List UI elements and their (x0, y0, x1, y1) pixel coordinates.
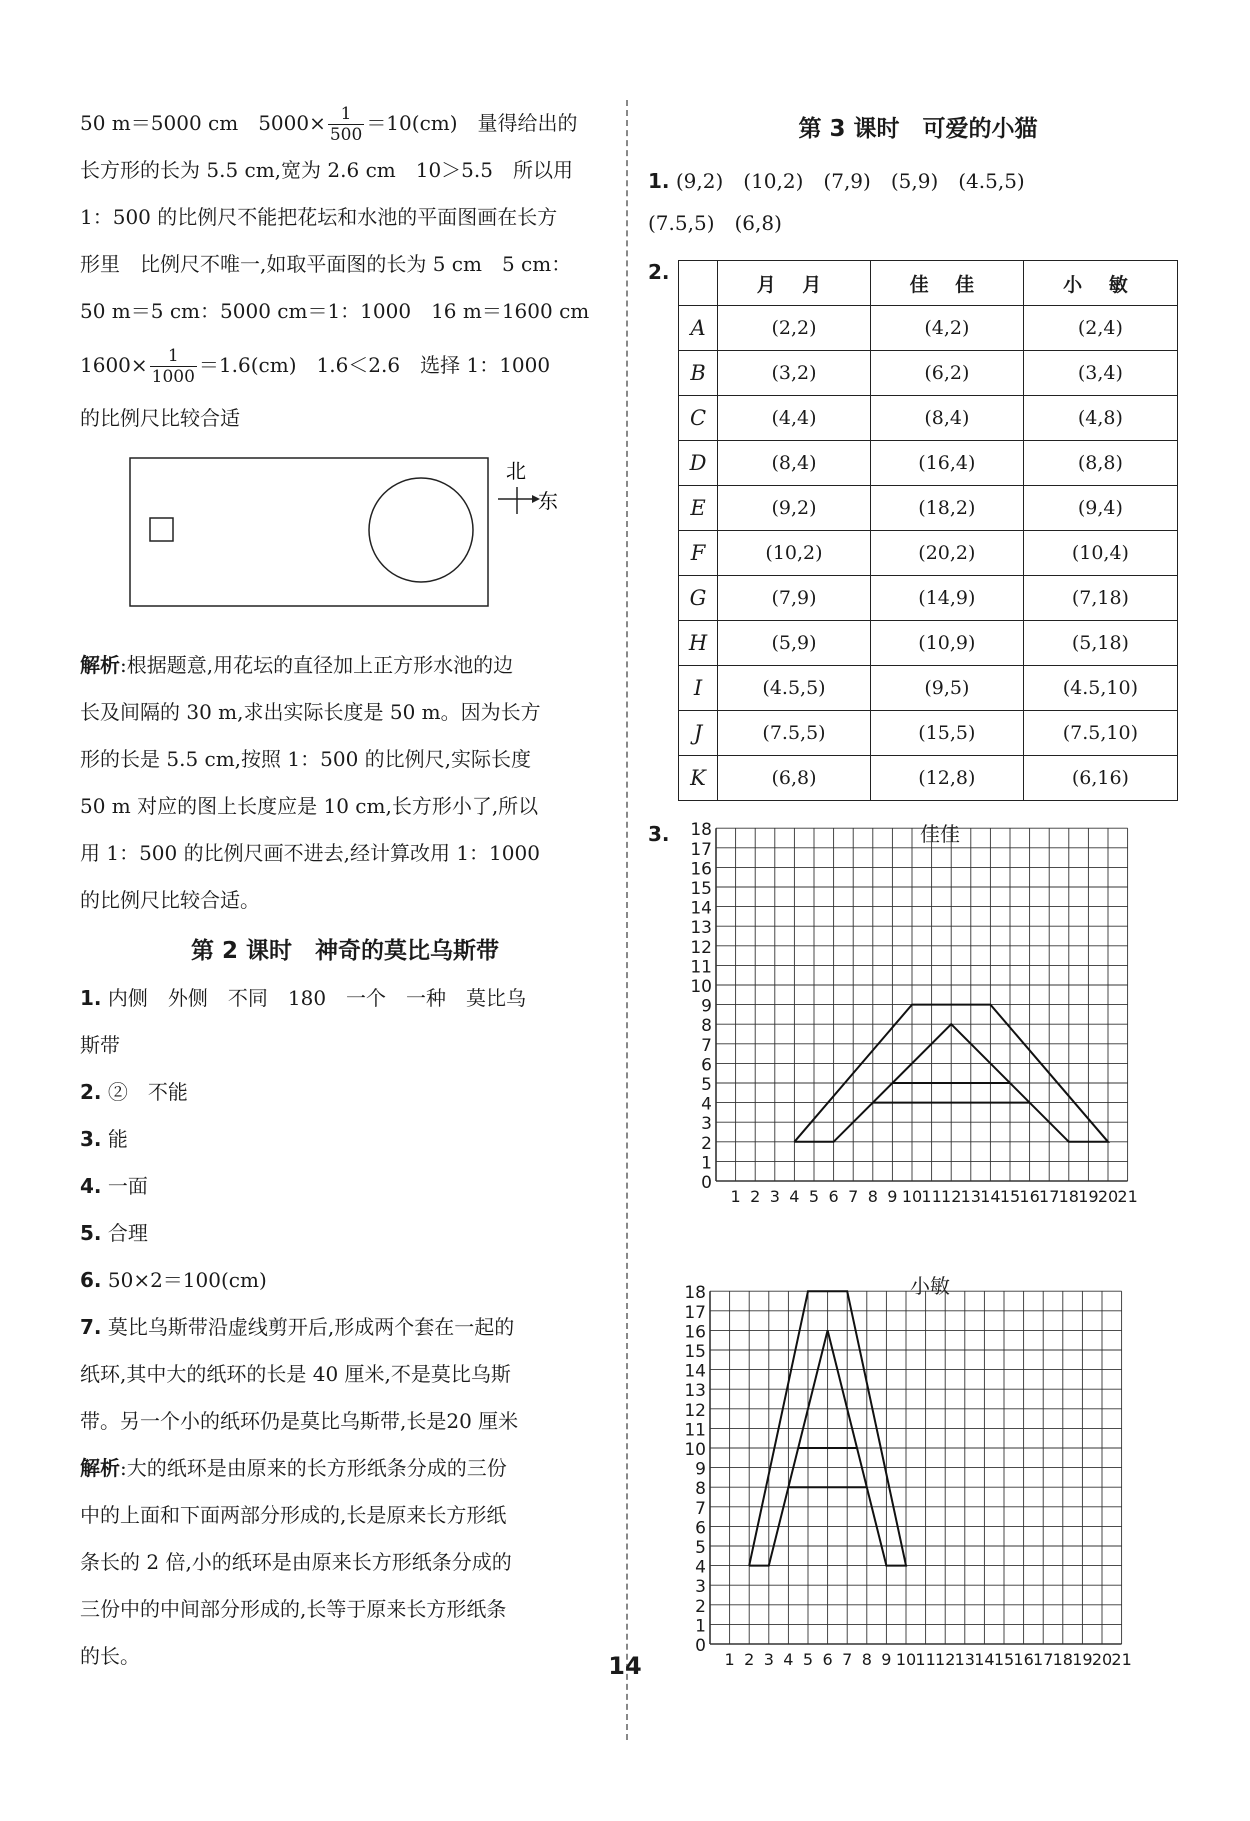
fraction-numerator: 1 (328, 104, 364, 125)
x-tick-label: 11 (915, 1650, 936, 1669)
y-tick-label: 0 (695, 1636, 706, 1656)
table-cell: (14,9) (870, 576, 1023, 621)
table-cell: F (679, 531, 718, 576)
x-tick-label: 17 (1039, 1187, 1060, 1206)
y-tick-label: 15 (690, 879, 712, 899)
table-row (679, 621, 1178, 666)
x-tick-label: 16 (1019, 1187, 1040, 1206)
x-tick-label: 4 (783, 1650, 794, 1669)
x-tick-label: 14 (974, 1650, 995, 1669)
fraction-denominator: 500 (329, 125, 363, 145)
x-tick-label: 10 (895, 1650, 917, 1669)
x-tick-label: 10 (901, 1187, 923, 1206)
table-row (679, 486, 1178, 531)
table-cell: G (679, 576, 718, 621)
text: ＝10(cm) 量得给出的 (366, 111, 578, 135)
y-tick-label: 18 (690, 820, 712, 841)
analysis-line: 条长的 2 倍,小的纸环是由原来长方形纸条分成的 (80, 1550, 512, 1574)
question-number: 7. (80, 1315, 102, 1339)
x-tick-label: 14 (980, 1187, 1001, 1206)
table-cell: (12,8) (870, 756, 1023, 801)
fraction-numerator: 1 (150, 346, 197, 367)
analysis-line: 形的长是 5.5 cm,按照 1：500 的比例尺,实际长度 (80, 747, 532, 771)
table-cell: (16,4) (870, 441, 1023, 486)
x-tick-label: 9 (887, 1187, 898, 1206)
text-line: 的比例尺比较合适 (80, 406, 240, 430)
question-number: 1. (80, 986, 102, 1010)
y-tick-label: 14 (684, 1361, 706, 1382)
table-cell: (9,2) (718, 486, 871, 531)
table-cell: J (679, 711, 718, 756)
pool-square (150, 518, 173, 541)
table-row (679, 396, 1178, 441)
y-tick-label: 8 (701, 1016, 712, 1037)
text-line: 1：500 的比例尺不能把花坛和水池的平面图画在长方 (80, 205, 558, 229)
lesson3-title: 第 3 课时 可爱的小猫 (798, 116, 1038, 142)
y-tick-label: 4 (695, 1557, 706, 1578)
x-tick-label: 7 (842, 1650, 853, 1669)
x-tick-label: 6 (828, 1187, 839, 1206)
answer-line (80, 1304, 610, 1351)
table-cell: (4.5,5) (718, 666, 871, 711)
x-tick-label: 3 (763, 1650, 774, 1669)
x-tick-label: 5 (808, 1187, 820, 1206)
table-cell: (5,18) (1023, 621, 1177, 666)
question-number: 6. (80, 1268, 102, 1292)
x-tick-label: 4 (789, 1187, 800, 1206)
x-tick-label: 7 (848, 1187, 859, 1206)
answer-line (80, 1116, 610, 1163)
left-column (80, 100, 610, 1680)
text-line (80, 100, 610, 147)
x-tick-label: 8 (867, 1187, 878, 1206)
answer-text: 斯带 (80, 1033, 120, 1057)
fraction-denominator: 1000 (151, 367, 195, 387)
x-tick-label: 3 (769, 1187, 780, 1206)
table-cell: (18,2) (870, 486, 1023, 531)
question-number: 3. (80, 1127, 102, 1151)
y-tick-label: 15 (684, 1342, 706, 1362)
plan-drawing (80, 442, 610, 642)
x-tick-label: 8 (861, 1650, 872, 1669)
table-header: 月 月 (718, 261, 871, 306)
x-tick-label: 19 (1072, 1650, 1093, 1669)
x-tick-label: 1 (730, 1187, 741, 1206)
x-tick-label: 9 (881, 1650, 892, 1669)
column-divider (626, 100, 628, 1740)
analysis-line (80, 1445, 610, 1492)
table-cell: (3,2) (718, 351, 871, 396)
text-line: 形里 比例尺不唯一,如取平面图的长为 5 cm 5 cm： (80, 252, 572, 276)
table-cell: (8,8) (1023, 441, 1177, 486)
answer-text: 纸环,其中大的纸环的长是 40 厘米,不是莫比乌斯 (80, 1362, 511, 1386)
answer-line (80, 1022, 610, 1069)
answer-line (80, 1210, 610, 1257)
x-tick-label: 12 (941, 1187, 962, 1206)
table-cell: H (679, 621, 718, 666)
table-row (679, 576, 1178, 621)
answer-text: 一面 (101, 1174, 148, 1198)
table-header (679, 261, 718, 306)
y-tick-label: 6 (695, 1518, 706, 1539)
text-line (80, 335, 610, 395)
x-tick-label: 6 (822, 1650, 833, 1669)
y-tick-label: 13 (684, 1381, 706, 1402)
y-tick-label: 13 (690, 918, 712, 939)
x-tick-label: 13 (960, 1187, 981, 1206)
table-row (679, 306, 1178, 351)
answer-text: 莫比乌斯带沿虚线剪开后,形成两个套在一起的 (101, 1315, 515, 1339)
x-tick-label: 17 (1033, 1650, 1054, 1669)
lesson2-answers (80, 975, 610, 1445)
y-tick-label: 11 (684, 1420, 706, 1441)
right-column (648, 100, 1188, 1700)
y-tick-label: 3 (695, 1577, 706, 1598)
y-tick-label: 8 (695, 1479, 706, 1500)
y-tick-label: 5 (695, 1538, 706, 1558)
q1-block (648, 160, 1188, 244)
y-tick-label: 1 (701, 1153, 712, 1174)
x-tick-label: 20 (1097, 1187, 1119, 1206)
y-tick-label: 16 (684, 1322, 706, 1343)
answer-line (80, 1351, 610, 1398)
y-tick-label: 0 (701, 1173, 712, 1193)
table-row (679, 351, 1178, 396)
table-cell: (8,4) (718, 441, 871, 486)
table-cell: (8,4) (870, 396, 1023, 441)
question-number: 5. (80, 1221, 102, 1245)
table-cell: (7.5,10) (1023, 711, 1177, 756)
y-tick-label: 17 (684, 1302, 706, 1323)
y-tick-label: 14 (690, 898, 712, 919)
y-tick-label: 9 (695, 1459, 706, 1480)
y-tick-label: 10 (690, 977, 712, 997)
text: :大的纸环是由原来的长方形纸条分成的三份 (120, 1456, 507, 1480)
x-tick-label: 5 (802, 1650, 814, 1669)
table-cell: (6,8) (718, 756, 871, 801)
y-tick-label: 12 (690, 937, 712, 958)
analysis-line: 用 1：500 的比例尺画不进去,经计算改用 1：1000 (80, 841, 540, 865)
coordinate-table (678, 260, 1178, 801)
flowerbed-circle (369, 478, 473, 582)
table-cell: E (679, 486, 718, 531)
y-tick-label: 2 (695, 1596, 706, 1617)
analysis-line: 长及间隔的 30 m,求出实际长度是 50 m。因为长方 (80, 700, 541, 724)
x-tick-label: 11 (921, 1187, 942, 1206)
x-tick-label: 2 (750, 1187, 761, 1206)
question-number: 2. (80, 1080, 102, 1104)
compass-east: 东 (538, 489, 558, 513)
y-tick-label: 2 (701, 1133, 712, 1154)
table-header: 小 敏 (1023, 261, 1177, 306)
question-number: 4. (80, 1174, 102, 1198)
table-cell: (7.5,5) (718, 711, 871, 756)
table-cell: (4.5,10) (1023, 666, 1177, 711)
x-tick-label: 12 (935, 1650, 956, 1669)
table-cell: (3,4) (1023, 351, 1177, 396)
table-cell: I (679, 666, 718, 711)
answer-text: (9,2) (10,2) (7,9) (5,9) (4.5,5) (669, 169, 1025, 193)
x-tick-label: 18 (1052, 1650, 1073, 1669)
y-tick-label: 10 (684, 1440, 706, 1460)
plan-figure (80, 442, 610, 642)
answer-line: (7.5,5) (6,8) (648, 211, 782, 235)
answer-line (80, 1257, 610, 1304)
table-cell: (15,5) (870, 711, 1023, 756)
table-cell: (10,4) (1023, 531, 1177, 576)
table-cell: K (679, 756, 718, 801)
answer-text: ② 不能 (101, 1080, 188, 1104)
table-row (679, 531, 1178, 576)
x-tick-label: 15 (999, 1187, 1021, 1206)
table-cell: D (679, 441, 718, 486)
x-tick-label: 21 (1117, 1187, 1138, 1206)
y-tick-label: 3 (701, 1114, 712, 1135)
answer-line (80, 1398, 610, 1445)
x-tick-label: 21 (1111, 1650, 1132, 1669)
fraction (328, 104, 364, 145)
table-cell: (4,8) (1023, 396, 1177, 441)
text-line: 长方形的长为 5.5 cm,宽为 2.6 cm 10＞5.5 所以用 (80, 158, 573, 182)
analysis-line: 的比例尺比较合适。 (80, 888, 260, 912)
x-tick-label: 18 (1058, 1187, 1079, 1206)
y-tick-label: 5 (701, 1075, 712, 1095)
answer-text: 带。另一个小的纸环仍是莫比乌斯带,长是20 厘米 (80, 1409, 519, 1433)
x-tick-label: 2 (744, 1650, 755, 1669)
table-cell: (10,2) (718, 531, 871, 576)
table-cell: (2,2) (718, 306, 871, 351)
answer-text: 合理 (101, 1221, 148, 1245)
question-number: 3. (648, 822, 670, 846)
y-tick-label: 17 (690, 839, 712, 860)
answer-text: 能 (101, 1127, 128, 1151)
table-cell: (20,2) (870, 531, 1023, 576)
analysis-line: 中的上面和下面两部分形成的,长是原来长方形纸 (80, 1503, 507, 1527)
x-tick-label: 16 (1013, 1650, 1034, 1669)
answer-text: 50×2＝100(cm) (101, 1268, 267, 1292)
page-number: 14 (608, 1652, 642, 1680)
analysis-line: 的长。 (80, 1644, 140, 1668)
question-number: 1. (648, 169, 670, 193)
x-tick-label: 19 (1078, 1187, 1099, 1206)
compass-north: 北 (506, 459, 526, 483)
text-line: 50 m＝5 cm：5000 cm＝1：1000 16 m＝1600 cm (80, 299, 590, 323)
text: :根据题意,用花坛的直径加上正方形水池的边 (120, 653, 514, 677)
y-tick-label: 18 (684, 1283, 706, 1304)
x-tick-label: 1 (724, 1650, 735, 1669)
table-row (679, 666, 1178, 711)
answer-line (80, 975, 610, 1022)
table-row (679, 756, 1178, 801)
table-cell: A (679, 306, 718, 351)
text: ＝1.6(cm) 1.6＜2.6 选择 1：1000 (198, 353, 551, 377)
y-tick-label: 7 (695, 1498, 706, 1519)
table-cell: (7,18) (1023, 576, 1177, 621)
y-tick-label: 11 (690, 957, 712, 978)
table-row (679, 711, 1178, 756)
table-cell: (4,2) (870, 306, 1023, 351)
y-tick-label: 4 (701, 1094, 712, 1115)
table-cell: C (679, 396, 718, 441)
y-tick-label: 1 (695, 1616, 706, 1637)
table-header: 佳 佳 (870, 261, 1023, 306)
x-tick-label: 13 (954, 1650, 975, 1669)
lesson2-title: 第 2 课时 神奇的莫比乌斯带 (190, 938, 500, 964)
chart-title-jiajia: 佳佳 (920, 822, 960, 846)
y-tick-label: 6 (701, 1055, 712, 1076)
analysis-line: 50 m 对应的图上长度应是 10 cm,长方形小了,所以 (80, 794, 539, 818)
analysis-label: 解析 (80, 653, 120, 677)
y-tick-label: 16 (690, 859, 712, 880)
text: 1600× (80, 353, 148, 377)
y-tick-label: 12 (684, 1400, 706, 1421)
answer-line (648, 160, 1188, 202)
y-tick-label: 7 (701, 1035, 712, 1056)
chart-title-xiaomin: 小敏 (910, 1274, 950, 1298)
table-cell: (9,5) (870, 666, 1023, 711)
table-cell: (2,4) (1023, 306, 1177, 351)
answer-text: 内侧 外侧 不同 180 一个 一种 莫比乌 (101, 986, 527, 1010)
table-header-row (679, 261, 1178, 306)
table-cell: (5,9) (718, 621, 871, 666)
text: 50 m＝5000 cm 5000× (80, 111, 326, 135)
question-number: 2. (648, 260, 670, 284)
answer-line (80, 1069, 610, 1116)
table-cell: (6,2) (870, 351, 1023, 396)
table-cell: (7,9) (718, 576, 871, 621)
x-tick-label: 20 (1091, 1650, 1113, 1669)
table-cell: (6,16) (1023, 756, 1177, 801)
y-tick-label: 9 (701, 996, 712, 1017)
table-cell: B (679, 351, 718, 396)
table-row (679, 441, 1178, 486)
analysis-line: 三份中的中间部分形成的,长等于原来长方形纸条 (80, 1597, 507, 1621)
table-cell: (4,4) (718, 396, 871, 441)
fraction (150, 346, 197, 387)
analysis-line (80, 642, 610, 689)
analysis-label: 解析 (80, 1456, 120, 1480)
x-tick-label: 15 (993, 1650, 1015, 1669)
table-cell: (10,9) (870, 621, 1023, 666)
table-cell: (9,4) (1023, 486, 1177, 531)
answer-line (80, 1163, 610, 1210)
